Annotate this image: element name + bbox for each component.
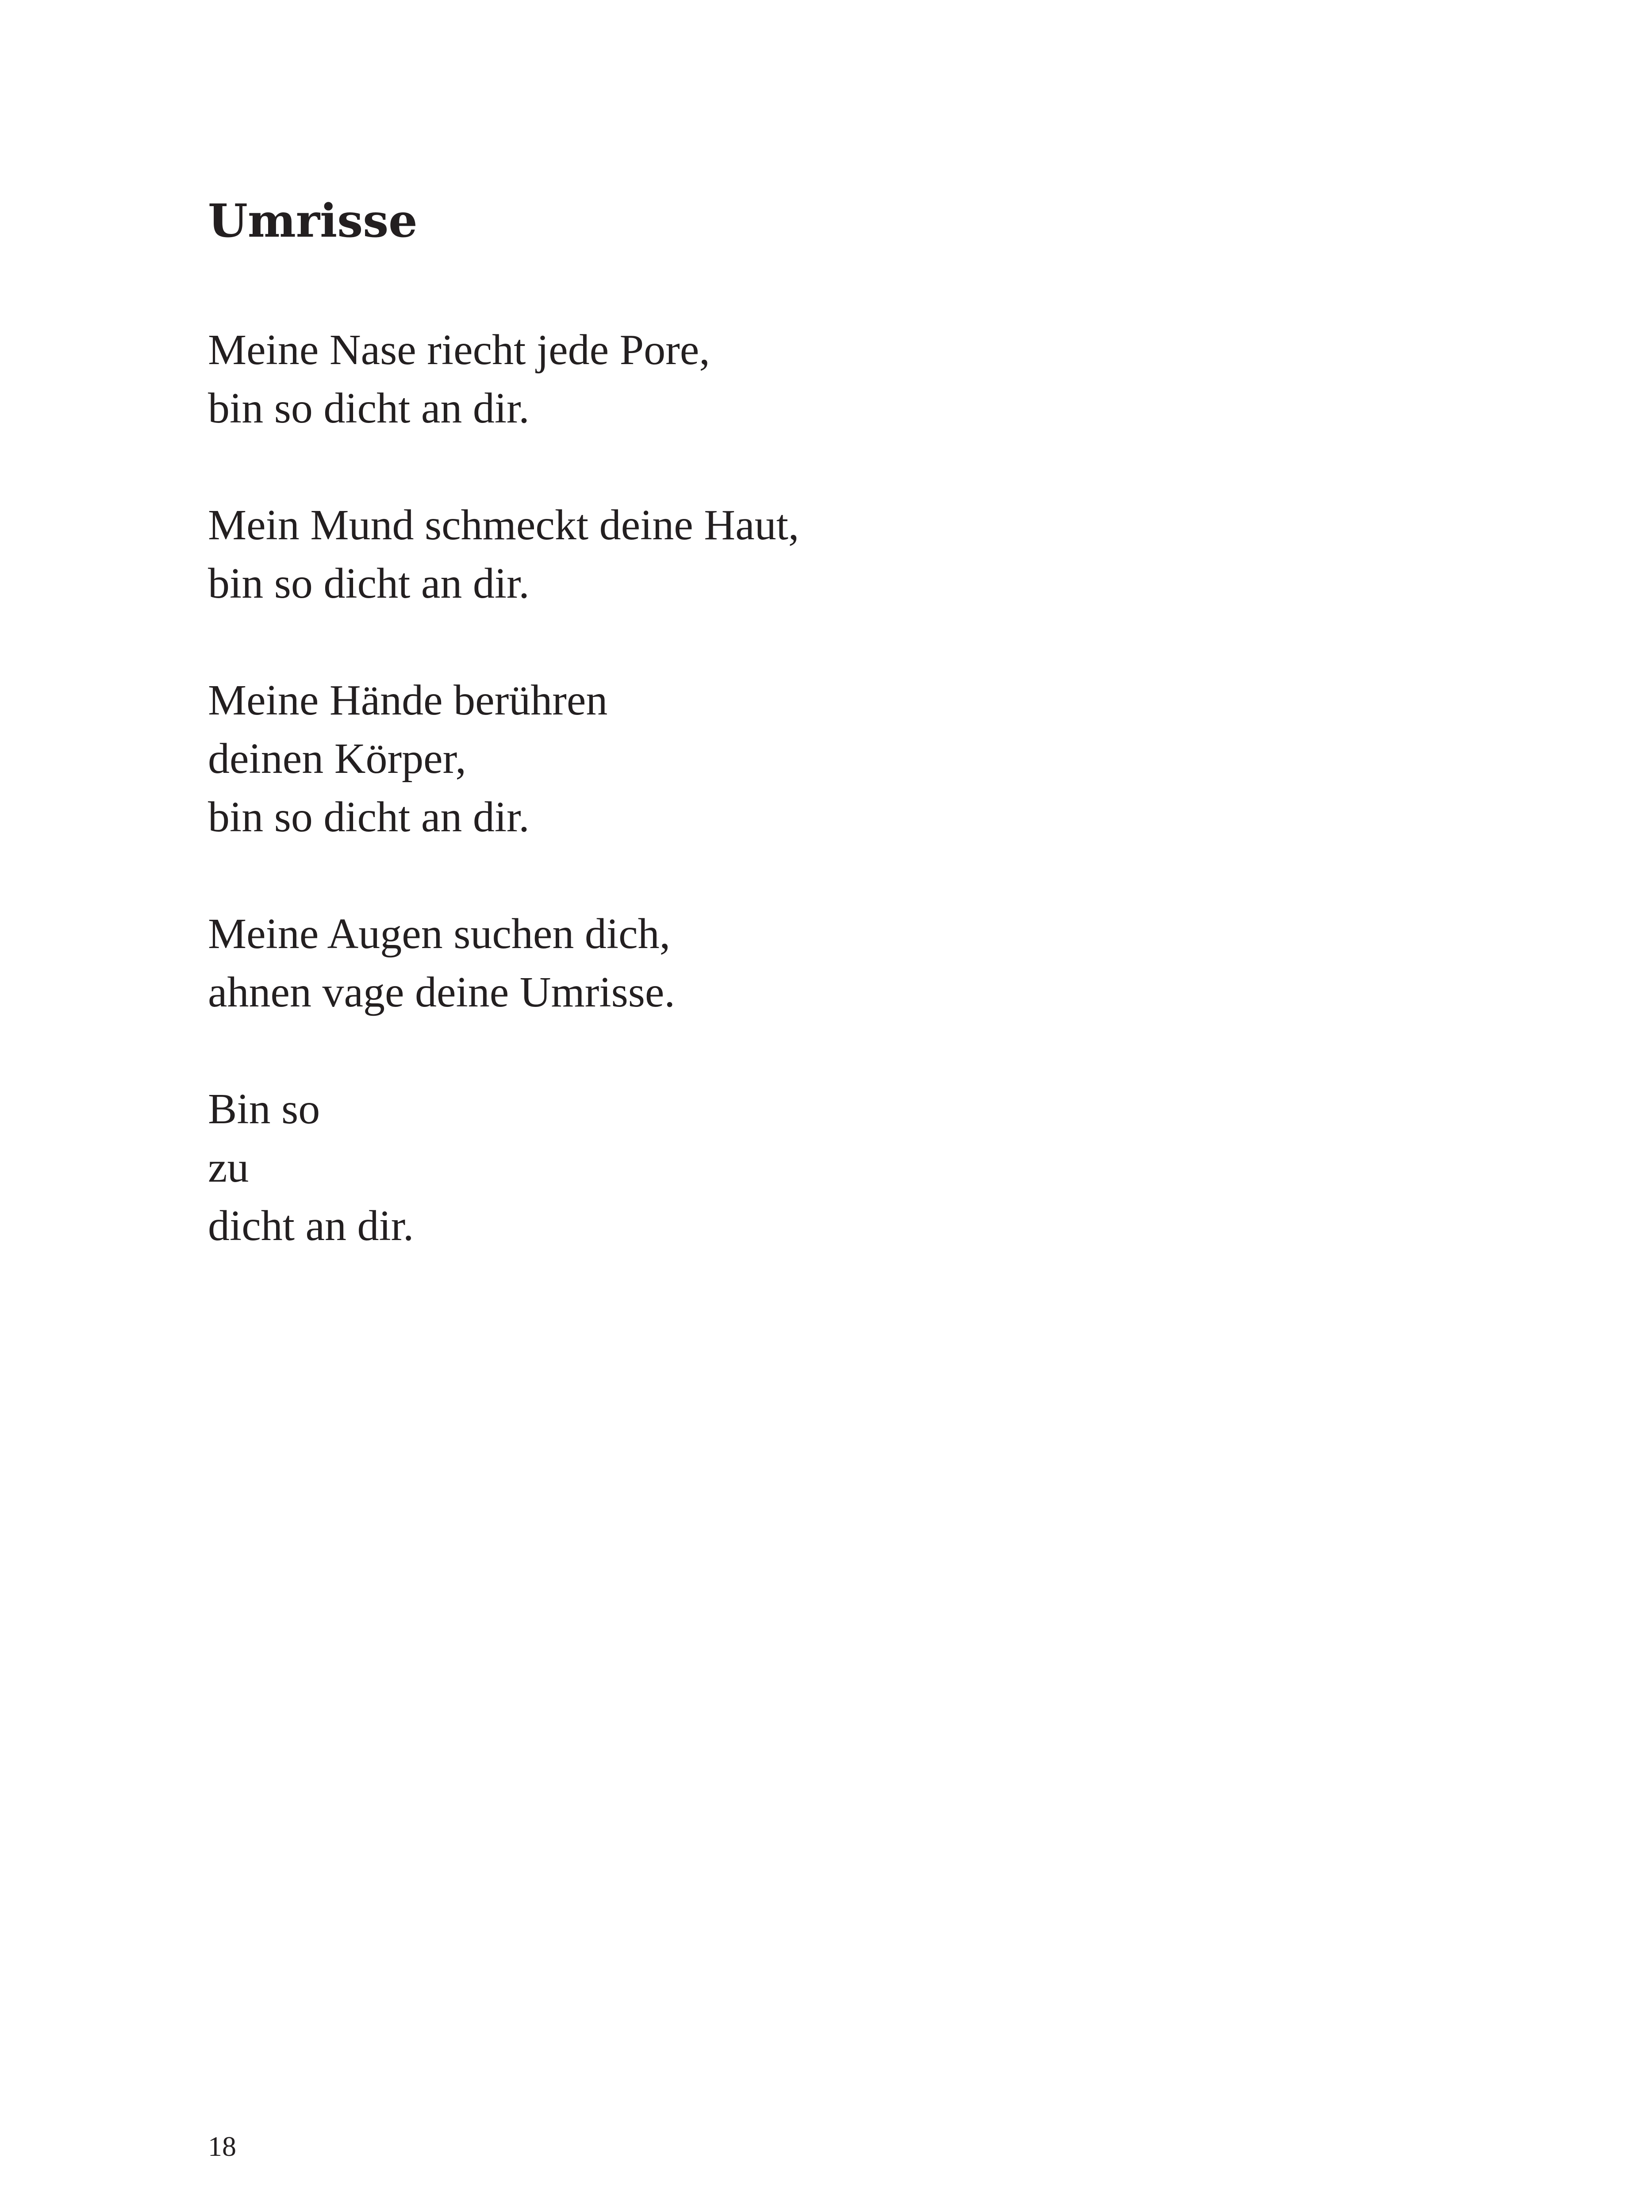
poem-line: Mein Mund schmeckt deine Haut, <box>208 501 799 549</box>
page-number: 18 <box>208 2131 236 2162</box>
poem-line: deinen Körper, <box>208 735 466 783</box>
stanza <box>208 671 1535 846</box>
stanza <box>208 905 1535 1022</box>
poem-line: Bin so <box>208 1085 320 1133</box>
stanza <box>208 1080 1535 1255</box>
poem-body <box>208 321 1535 1313</box>
stanza <box>208 496 1535 613</box>
poem-line: bin so dicht an dir. <box>208 384 530 432</box>
stanza <box>208 321 1535 438</box>
poem-line: zu <box>208 1144 249 1191</box>
poem-line: dicht an dir. <box>208 1202 414 1250</box>
poem-line: Meine Augen suchen dich, <box>208 910 671 958</box>
poem-line: bin so dicht an dir. <box>208 560 530 607</box>
poem-line: ahnen vage deine Umrisse. <box>208 968 675 1016</box>
poem-title: Umrisse <box>208 194 418 248</box>
poem-line: Meine Hände berühren <box>208 676 608 724</box>
poem-line: Meine Nase riecht jede Pore, <box>208 326 710 374</box>
poem-line: bin so dicht an dir. <box>208 793 530 841</box>
